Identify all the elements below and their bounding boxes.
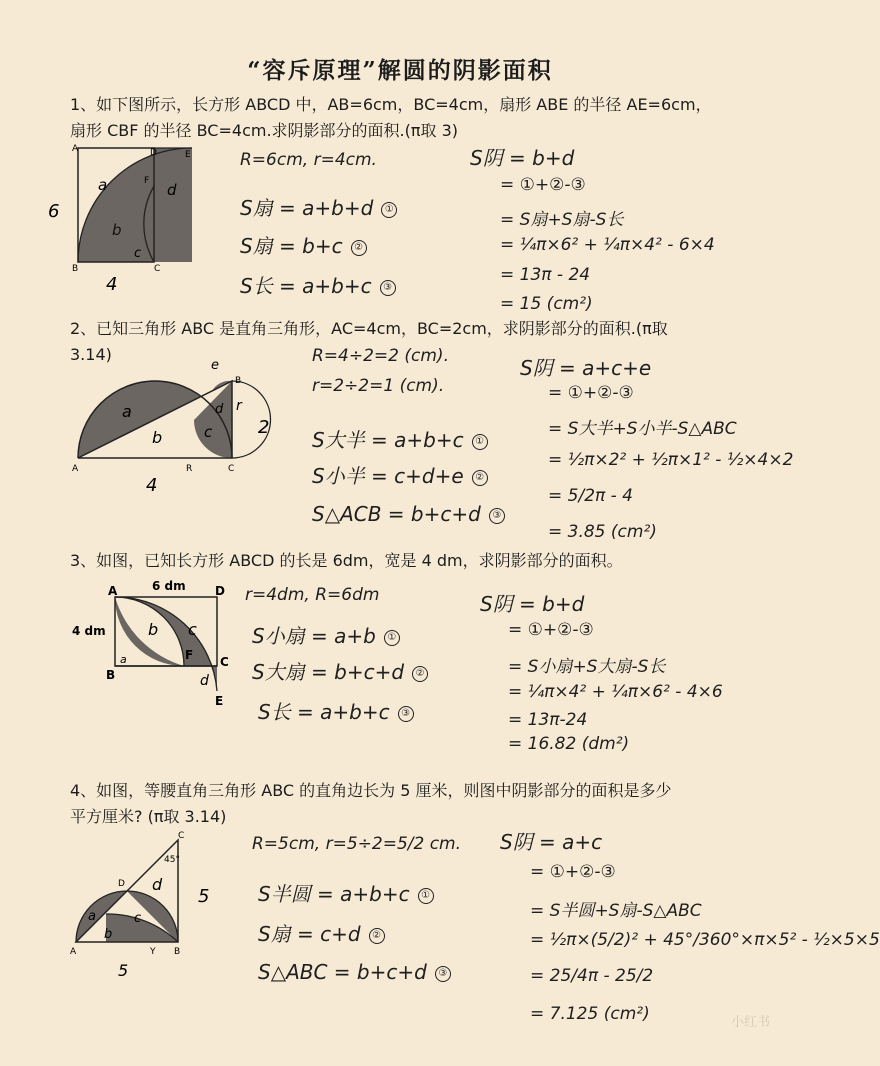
fig1-label-b: b [112,221,122,239]
fig4-label-b: b [104,927,113,942]
p4-sol-5: = 7.125 (cm²) [530,1004,650,1024]
watermark: 小红书 [730,1015,770,1030]
fig2-label-r: r [236,398,242,414]
p1-sol-5: = 15 (cm²) [500,294,593,314]
fig3-label-b: b [148,620,159,639]
p2-sol-1: = ①+②-③ [548,383,634,403]
fig1-label-side: 6 [48,201,60,222]
fig2-label-e: e [211,358,219,373]
page-title: “容斥原理”解圆的阴影面积 [247,57,553,84]
p1-given: R=6cm, r=4cm. [240,150,377,170]
fig1-label-D: D [150,148,157,158]
p2-sol-5: = 3.85 (cm²) [548,522,657,542]
p2-eq2: S小半 = c+d+e ② [312,460,488,489]
p4-sol-1: = ①+②-③ [530,862,616,882]
p1-sol-2: = S扇+S扇-S长 [500,210,624,230]
fig4-label-d: d [152,875,163,894]
p3-sol-2: = S小扇+S大扇-S长 [508,657,666,677]
fig1-label-E: E [185,150,191,160]
fig3-label-B: B [106,668,116,682]
p2-eq1: S大半 = a+b+c ① [312,424,488,453]
fig1-label-B: B [72,264,79,274]
p4-eq1: S半圆 = a+b+c ① [258,878,434,907]
p1-sol-4: = 13π - 24 [500,265,591,285]
p4-sol-2: = S半圆+S扇-S△ABC [530,901,702,921]
p4-eq2: S扇 = c+d ② [258,918,385,947]
p2-sol-2: = S大半+S小半-S△ABC [548,419,737,439]
p2-sol-0: S阴 = a+c+e [520,356,652,380]
fig2-label-B: B [235,376,242,386]
problem-4-figure [66,830,226,980]
p4-sol-3: = ½π×(5/2)² + 45°/360°×π×5² - ½×5×5 [530,930,880,950]
problem-2-text-line2: 3.14) [70,345,112,364]
problem-1-text-line2: 扇形 CBF 的半径 BC=4cm.求阴影部分的面积.(π取 3) [70,121,459,140]
fig3-label-d: d [200,673,209,689]
fig3-label-E: E [215,694,224,708]
p2-sol-4: = 5/2π - 4 [548,486,633,506]
p3-eq1: S小扇 = a+b ① [252,620,400,649]
problem-2-text-line1: 2、已知三角形 ABC 是直角三角形，AC=4cm，BC=2cm，求阴影部分的面积.(π取 [70,319,668,338]
p4-sol-0: S阴 = a+c [500,830,603,854]
problem-3-text: 3、如图，已知长方形 ABCD 的长是 6dm，宽是 4 dm，求阴影部分的面积。 [70,551,623,570]
p1-eq3: S长 = a+b+c ③ [240,270,396,299]
problem-1-figure [40,145,210,295]
p1-sol-3: = ¼π×6² + ¼π×4² - 6×4 [500,235,715,255]
p3-eq2: S大扇 = b+c+d ② [252,656,428,685]
p1-eq1: S扇 = a+b+d ① [240,192,397,221]
problem-2-figure [70,355,280,495]
p3-sol-3: = ¼π×4² + ¼π×6² - 4×6 [508,682,723,702]
fig4-label-D: D [118,879,125,889]
fig2-label-d: d [215,402,224,417]
fig3-label-A: A [108,584,118,598]
fig3-label-c: c [188,620,197,639]
fig4-label-side: 5 [198,886,210,907]
fig2-label-b: b [152,428,163,447]
p1-eq2: S扇 = b+c ② [240,230,367,259]
fig3-label-a: a [120,653,127,666]
problem-4-text-line2: 平方厘米? (π取 3.14) [70,807,227,826]
fig4-label-bottom: 5 [118,961,129,980]
fig4-label-angle: 45° [164,855,180,865]
fig2-label-a: a [122,402,132,421]
fig4-label-B: B [174,947,181,957]
p2-sol-3: = ½π×2² + ½π×1² - ½×4×2 [548,450,794,470]
fig4-label-a: a [88,909,96,924]
fig4-label-A: A [70,947,77,957]
p3-sol-4: = 13π-24 [508,710,588,730]
fig4-label-c: c [134,911,142,926]
fig4-label-Y: Y [150,947,156,957]
fig2-label-side: 2 [258,417,270,438]
fig3-label-F: F [185,648,194,662]
p1-sol-1: = ①+②-③ [500,175,586,195]
fig2-label-bottom: 4 [146,475,158,496]
p2-given-r: r=2÷2=1 (cm). [312,376,445,396]
p1-sol-0: S阴 = b+d [470,146,575,170]
fig1-label-bottom: 4 [106,274,118,295]
fig2-label-A: A [72,464,79,474]
fig1-label-C: C [154,264,161,274]
p2-eq3: S△ACB = b+c+d ③ [312,502,505,526]
p3-given: r=4dm, R=6dm [245,585,380,605]
fig1-label-d: d [167,181,177,199]
p4-given: R=5cm, r=5÷2=5/2 cm. [252,834,462,854]
p3-eq3: S长 = a+b+c ③ [258,696,414,725]
problem-1-text-line1: 1、如下图所示，长方形 ABCD 中，AB=6cm，BC=4cm，扇形 ABE 的半径 AE=6cm， [70,95,712,114]
fig3-label-left: 4 dm [72,624,106,638]
fig3-label-D: D [215,584,225,598]
fig3-label-top: 6 dm [152,579,186,593]
fig1-label-c: c [134,246,142,261]
fig4-label-C: C [178,831,185,841]
problem-3-figure [70,575,240,715]
fig2-label-R: R [186,464,193,474]
problem-4-text-line1: 4、如图，等腰直角三角形 ABC 的直角边长为 5 厘米，则图中阴影部分的面积是多少 [70,781,672,800]
p2-given-R: R=4÷2=2 (cm). [312,346,449,366]
fig1-label-A: A [72,144,79,154]
fig1-label-a: a [98,176,108,194]
p4-sol-4: = 25/4π - 25/2 [530,966,654,986]
p3-sol-1: = ①+②-③ [508,620,594,640]
p4-eq3: S△ABC = b+c+d ③ [258,960,451,984]
p3-sol-0: S阴 = b+d [480,592,585,616]
fig2-label-C: C [228,464,235,474]
fig2-label-c: c [204,423,213,441]
fig3-label-C: C [220,655,229,669]
p3-sol-5: = 16.82 (dm²) [508,734,630,754]
fig1-label-F: F [144,176,150,186]
